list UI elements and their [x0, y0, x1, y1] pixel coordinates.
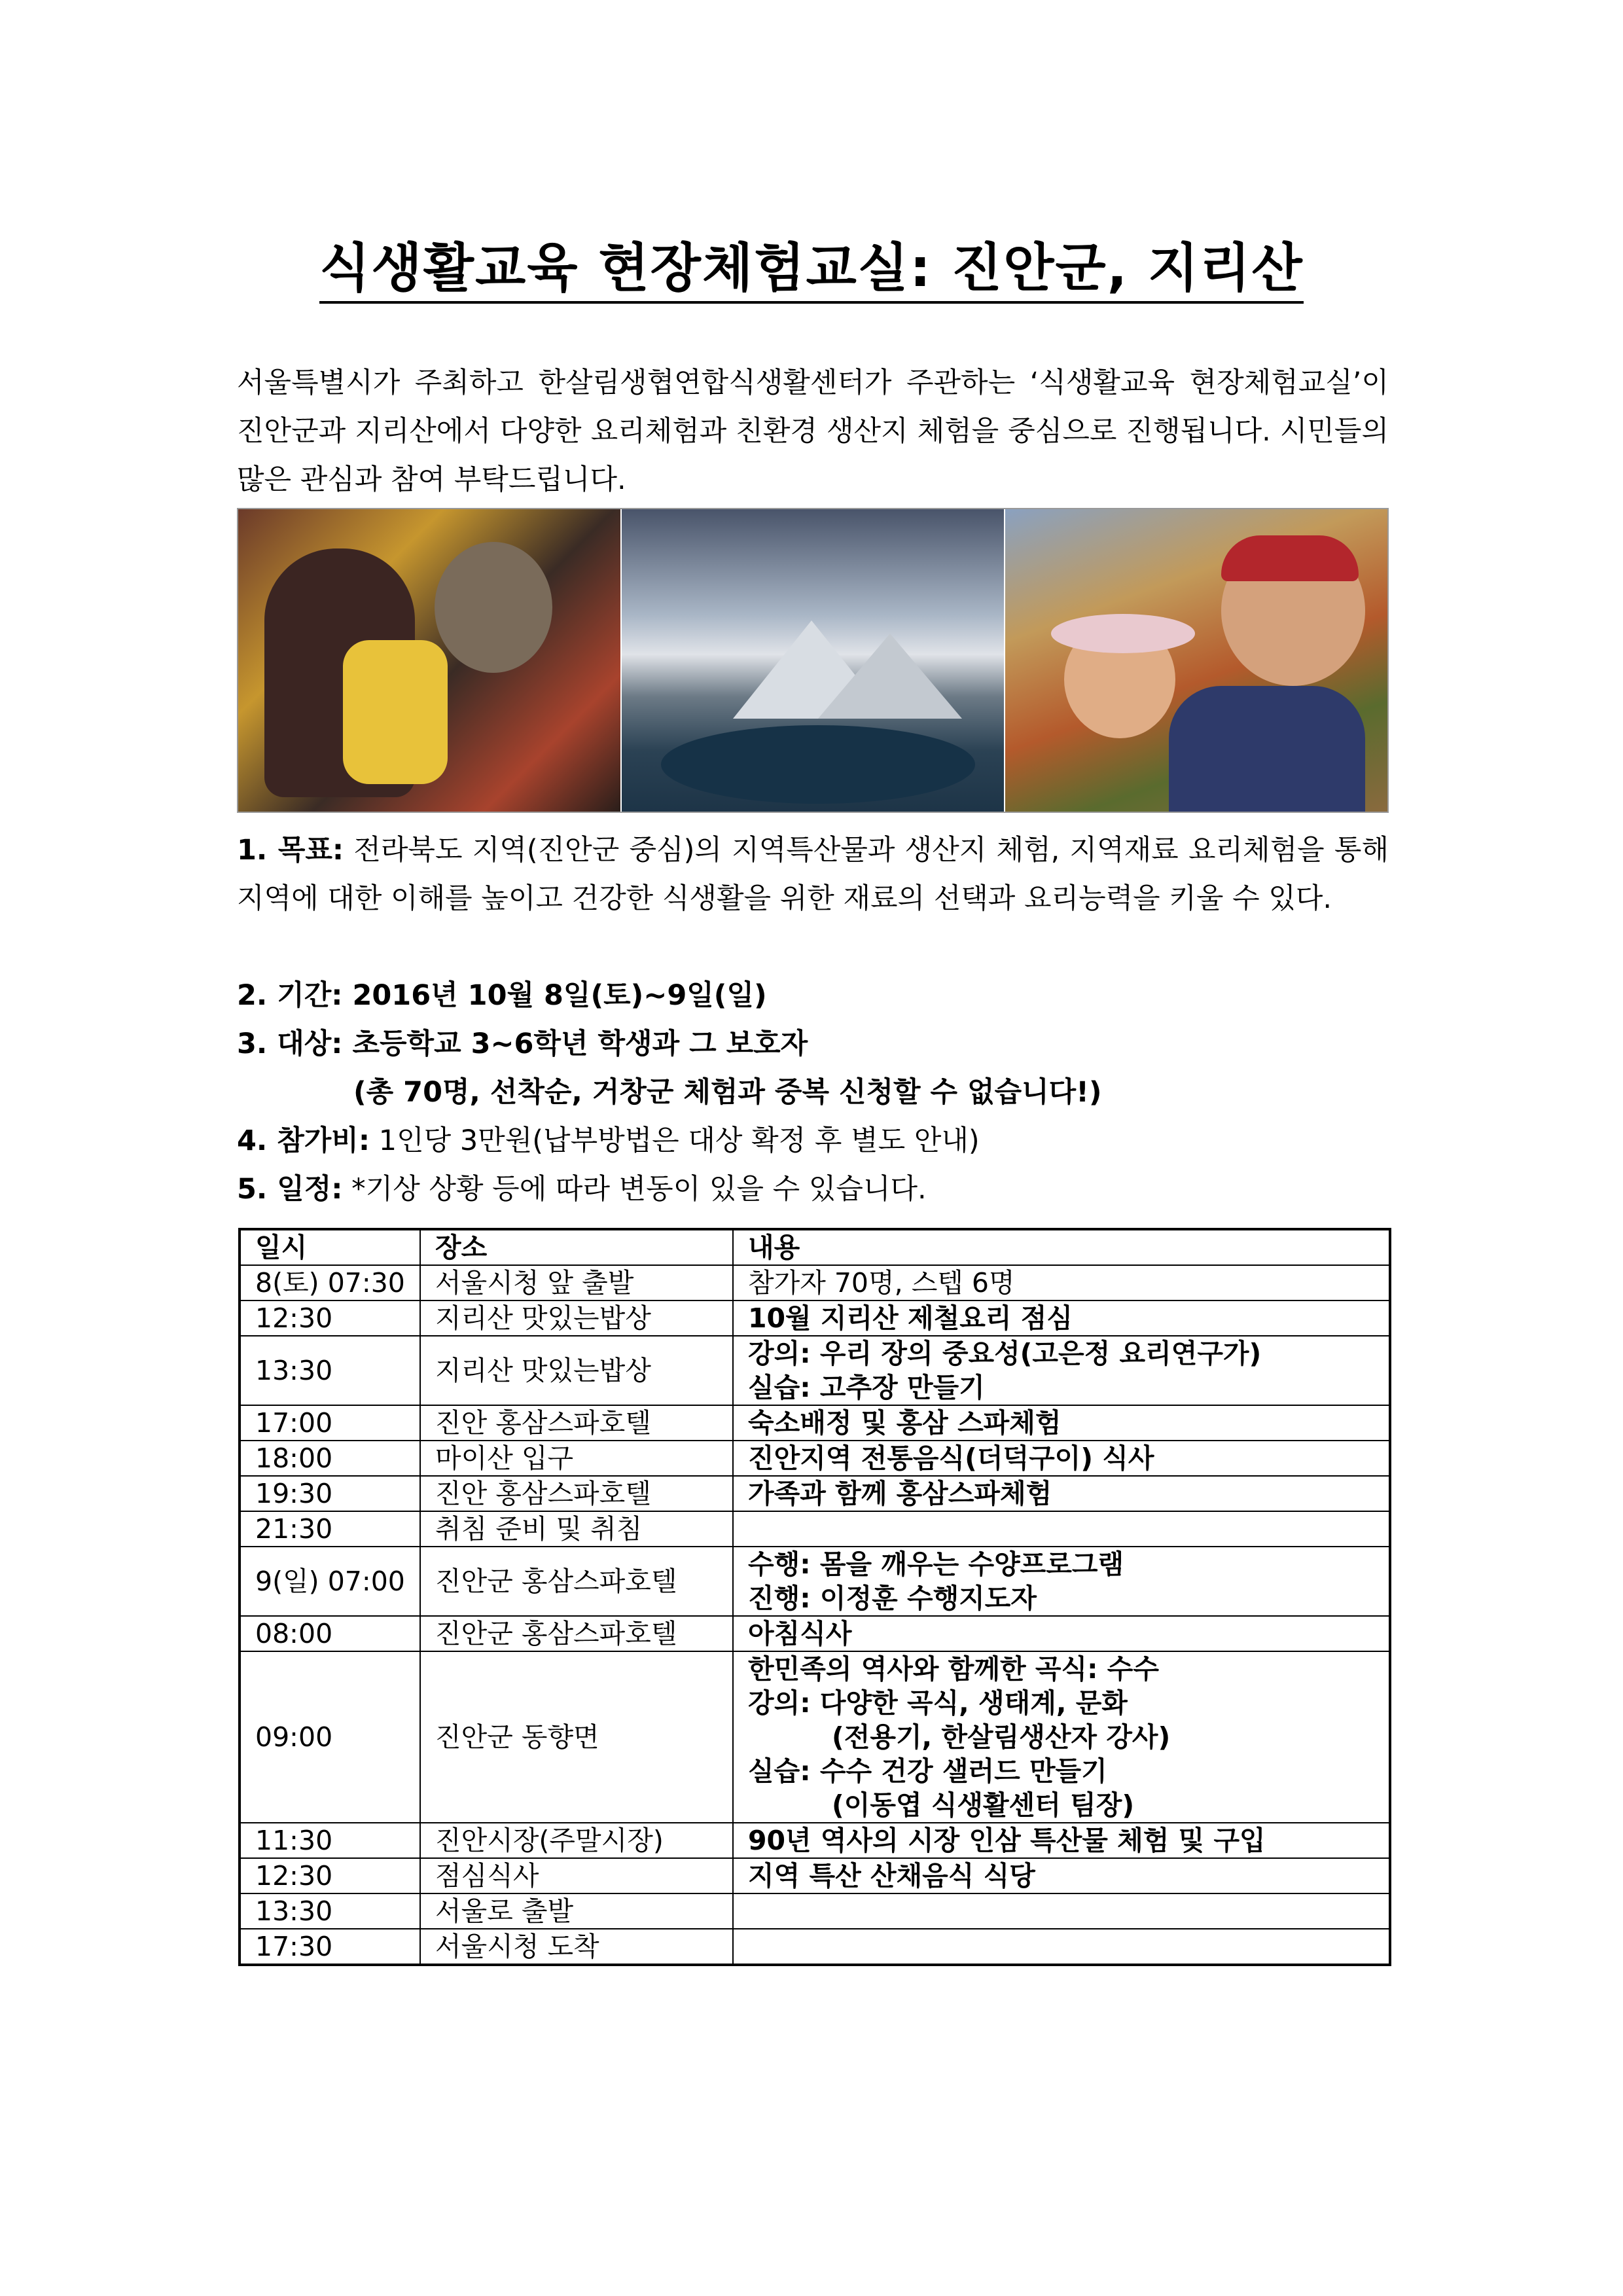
section-target-note: (총 70명, 선착순, 거창군 체험과 중복 신청할 수 없습니다!) — [353, 1076, 1102, 1109]
cell-time: 17:30 — [240, 1929, 420, 1965]
section-period: 2. 기간: 2016년 10월 8일(토)~9일(일) — [237, 979, 767, 1012]
content-line: 숙소배정 및 홍삼 스파체험 — [748, 1407, 1061, 1439]
cell-place: 점심식사 — [420, 1858, 733, 1893]
intro-paragraph: 서울특별시가 주최하고 한살림생협연합식생활센터가 주관하는 ‘식생활교육 현장체험교실’이 진안군과 지리산에서 다양한 요리체험과 친환경 생산지 체험을 중심으로 진행됩니다. 시민들의 많은 관심과 참여 부탁드립니다. — [237, 367, 1389, 496]
table-row — [240, 1823, 1390, 1858]
cell-time: 21:30 — [240, 1511, 420, 1547]
table-row — [240, 1547, 1390, 1616]
table-row — [240, 1405, 1390, 1441]
page-title: 식생활교육 현장체험교실: 진안군, 지리산 — [0, 226, 1623, 301]
cell-place: 서울시청 도착 — [420, 1929, 733, 1965]
content-line: 진안지역 전통음식(더덕구이) 식사 — [748, 1443, 1154, 1474]
cell-content — [733, 1405, 1390, 1441]
cell-place: 서울로 출발 — [420, 1893, 733, 1929]
content-line: (전용기, 한살림생산자 강사) — [832, 1721, 1171, 1753]
cell-content — [733, 1441, 1390, 1476]
cell-content — [733, 1511, 1390, 1547]
table-row — [240, 1929, 1390, 1965]
cell-place: 진안 홍삼스파호텔 — [420, 1476, 733, 1511]
cell-time: 13:30 — [240, 1893, 420, 1929]
content-line: 한민족의 역사와 함께한 곡식: 수수 — [748, 1653, 1159, 1685]
cell-content — [733, 1300, 1390, 1336]
header-time: 일시 — [240, 1229, 420, 1265]
cell-content — [733, 1616, 1390, 1651]
table-row — [240, 1858, 1390, 1893]
section-fee: 4. 참가비: 1인당 3만원(납부방법은 대상 확정 후 별도 안내) — [237, 1124, 980, 1157]
photo-strip — [237, 508, 1389, 813]
table-row — [240, 1893, 1390, 1929]
cell-content — [733, 1893, 1390, 1929]
cell-place: 진안군 홍삼스파호텔 — [420, 1547, 733, 1616]
cell-content — [733, 1651, 1390, 1823]
content-line: 진행: 이정훈 수행지도자 — [748, 1583, 1037, 1614]
content-line: 실습: 고추장 만들기 — [748, 1372, 985, 1403]
table-row — [240, 1616, 1390, 1651]
content-line: 아침식사 — [748, 1618, 852, 1649]
cell-time: 11:30 — [240, 1823, 420, 1858]
cell-content — [733, 1823, 1390, 1858]
section-goal: 1. 목표: 전라북도 지역(진안군 중심)의 지역특산물과 생산지 체험, 지역재료 요리체험을 통해 지역에 대한 이해를 높이고 건강한 식생활을 위한 재료의 선택과 요리능력을 키울 수 있다. — [237, 834, 1389, 915]
cell-place: 진안군 동향면 — [420, 1651, 733, 1823]
table-row — [240, 1476, 1390, 1511]
table-row — [240, 1265, 1390, 1300]
content-line: 가족과 함께 홍삼스파체험 — [748, 1478, 1052, 1509]
cell-time: 9(일) 07:00 — [240, 1547, 420, 1616]
cell-time: 12:30 — [240, 1858, 420, 1893]
cell-time: 08:00 — [240, 1616, 420, 1651]
cell-place: 진안시장(주말시장) — [420, 1823, 733, 1858]
header-place: 장소 — [420, 1229, 733, 1265]
cell-time: 09:00 — [240, 1651, 420, 1823]
section-schedule: 5. 일정: *기상 상황 등에 따라 변동이 있을 수 있습니다. — [237, 1173, 927, 1206]
content-line: 10월 지리산 제철요리 점심 — [748, 1302, 1073, 1334]
cell-time: 12:30 — [240, 1300, 420, 1336]
cell-place: 진안군 홍삼스파호텔 — [420, 1616, 733, 1651]
table-row — [240, 1441, 1390, 1476]
cell-content — [733, 1547, 1390, 1616]
cell-place: 지리산 맛있는밥상 — [420, 1300, 733, 1336]
cell-time: 13:30 — [240, 1336, 420, 1405]
cell-content — [733, 1929, 1390, 1965]
photo-cooking-class — [238, 509, 620, 812]
cell-place: 진안 홍삼스파호텔 — [420, 1405, 733, 1441]
table-row — [240, 1511, 1390, 1547]
content-line: 참가자 70명, 스텝 6명 — [748, 1267, 1015, 1299]
cell-time: 19:30 — [240, 1476, 420, 1511]
table-row — [240, 1300, 1390, 1336]
cell-content — [733, 1476, 1390, 1511]
content-line: 실습: 수수 건강 샐러드 만들기 — [748, 1755, 1107, 1787]
photo-farmers — [1004, 509, 1387, 812]
cell-content — [733, 1265, 1390, 1300]
cell-time: 8(토) 07:30 — [240, 1265, 420, 1300]
cell-place: 지리산 맛있는밥상 — [420, 1336, 733, 1405]
cell-content — [733, 1336, 1390, 1405]
section-target: 3. 대상: 초등학교 3~6학년 학생과 그 보호자 — [237, 1028, 808, 1060]
cell-content — [733, 1858, 1390, 1893]
cell-time: 18:00 — [240, 1441, 420, 1476]
cell-place: 취침 준비 및 취침 — [420, 1511, 733, 1547]
header-content: 내용 — [733, 1229, 1390, 1265]
table-header-row — [240, 1229, 1390, 1265]
content-line: 수행: 몸을 깨우는 수양프로그램 — [748, 1549, 1124, 1580]
content-line: (이동엽 식생활센터 팀장) — [832, 1789, 1135, 1821]
content-line: 90년 역사의 시장 인삼 특산물 체험 및 구입 — [748, 1825, 1266, 1856]
cell-time: 17:00 — [240, 1405, 420, 1441]
cell-place: 마이산 입구 — [420, 1441, 733, 1476]
schedule-table — [238, 1228, 1391, 1966]
content-line: 강의: 다양한 곡식, 생태계, 문화 — [748, 1687, 1128, 1719]
cell-place: 서울시청 앞 출발 — [420, 1265, 733, 1300]
table-row — [240, 1651, 1390, 1823]
content-line: 강의: 우리 장의 중요성(고은정 요리연구가) — [748, 1338, 1262, 1369]
content-line: 지역 특산 산채음식 식당 — [748, 1860, 1035, 1892]
photo-mountain-spa — [620, 509, 1004, 812]
table-row — [240, 1336, 1390, 1405]
